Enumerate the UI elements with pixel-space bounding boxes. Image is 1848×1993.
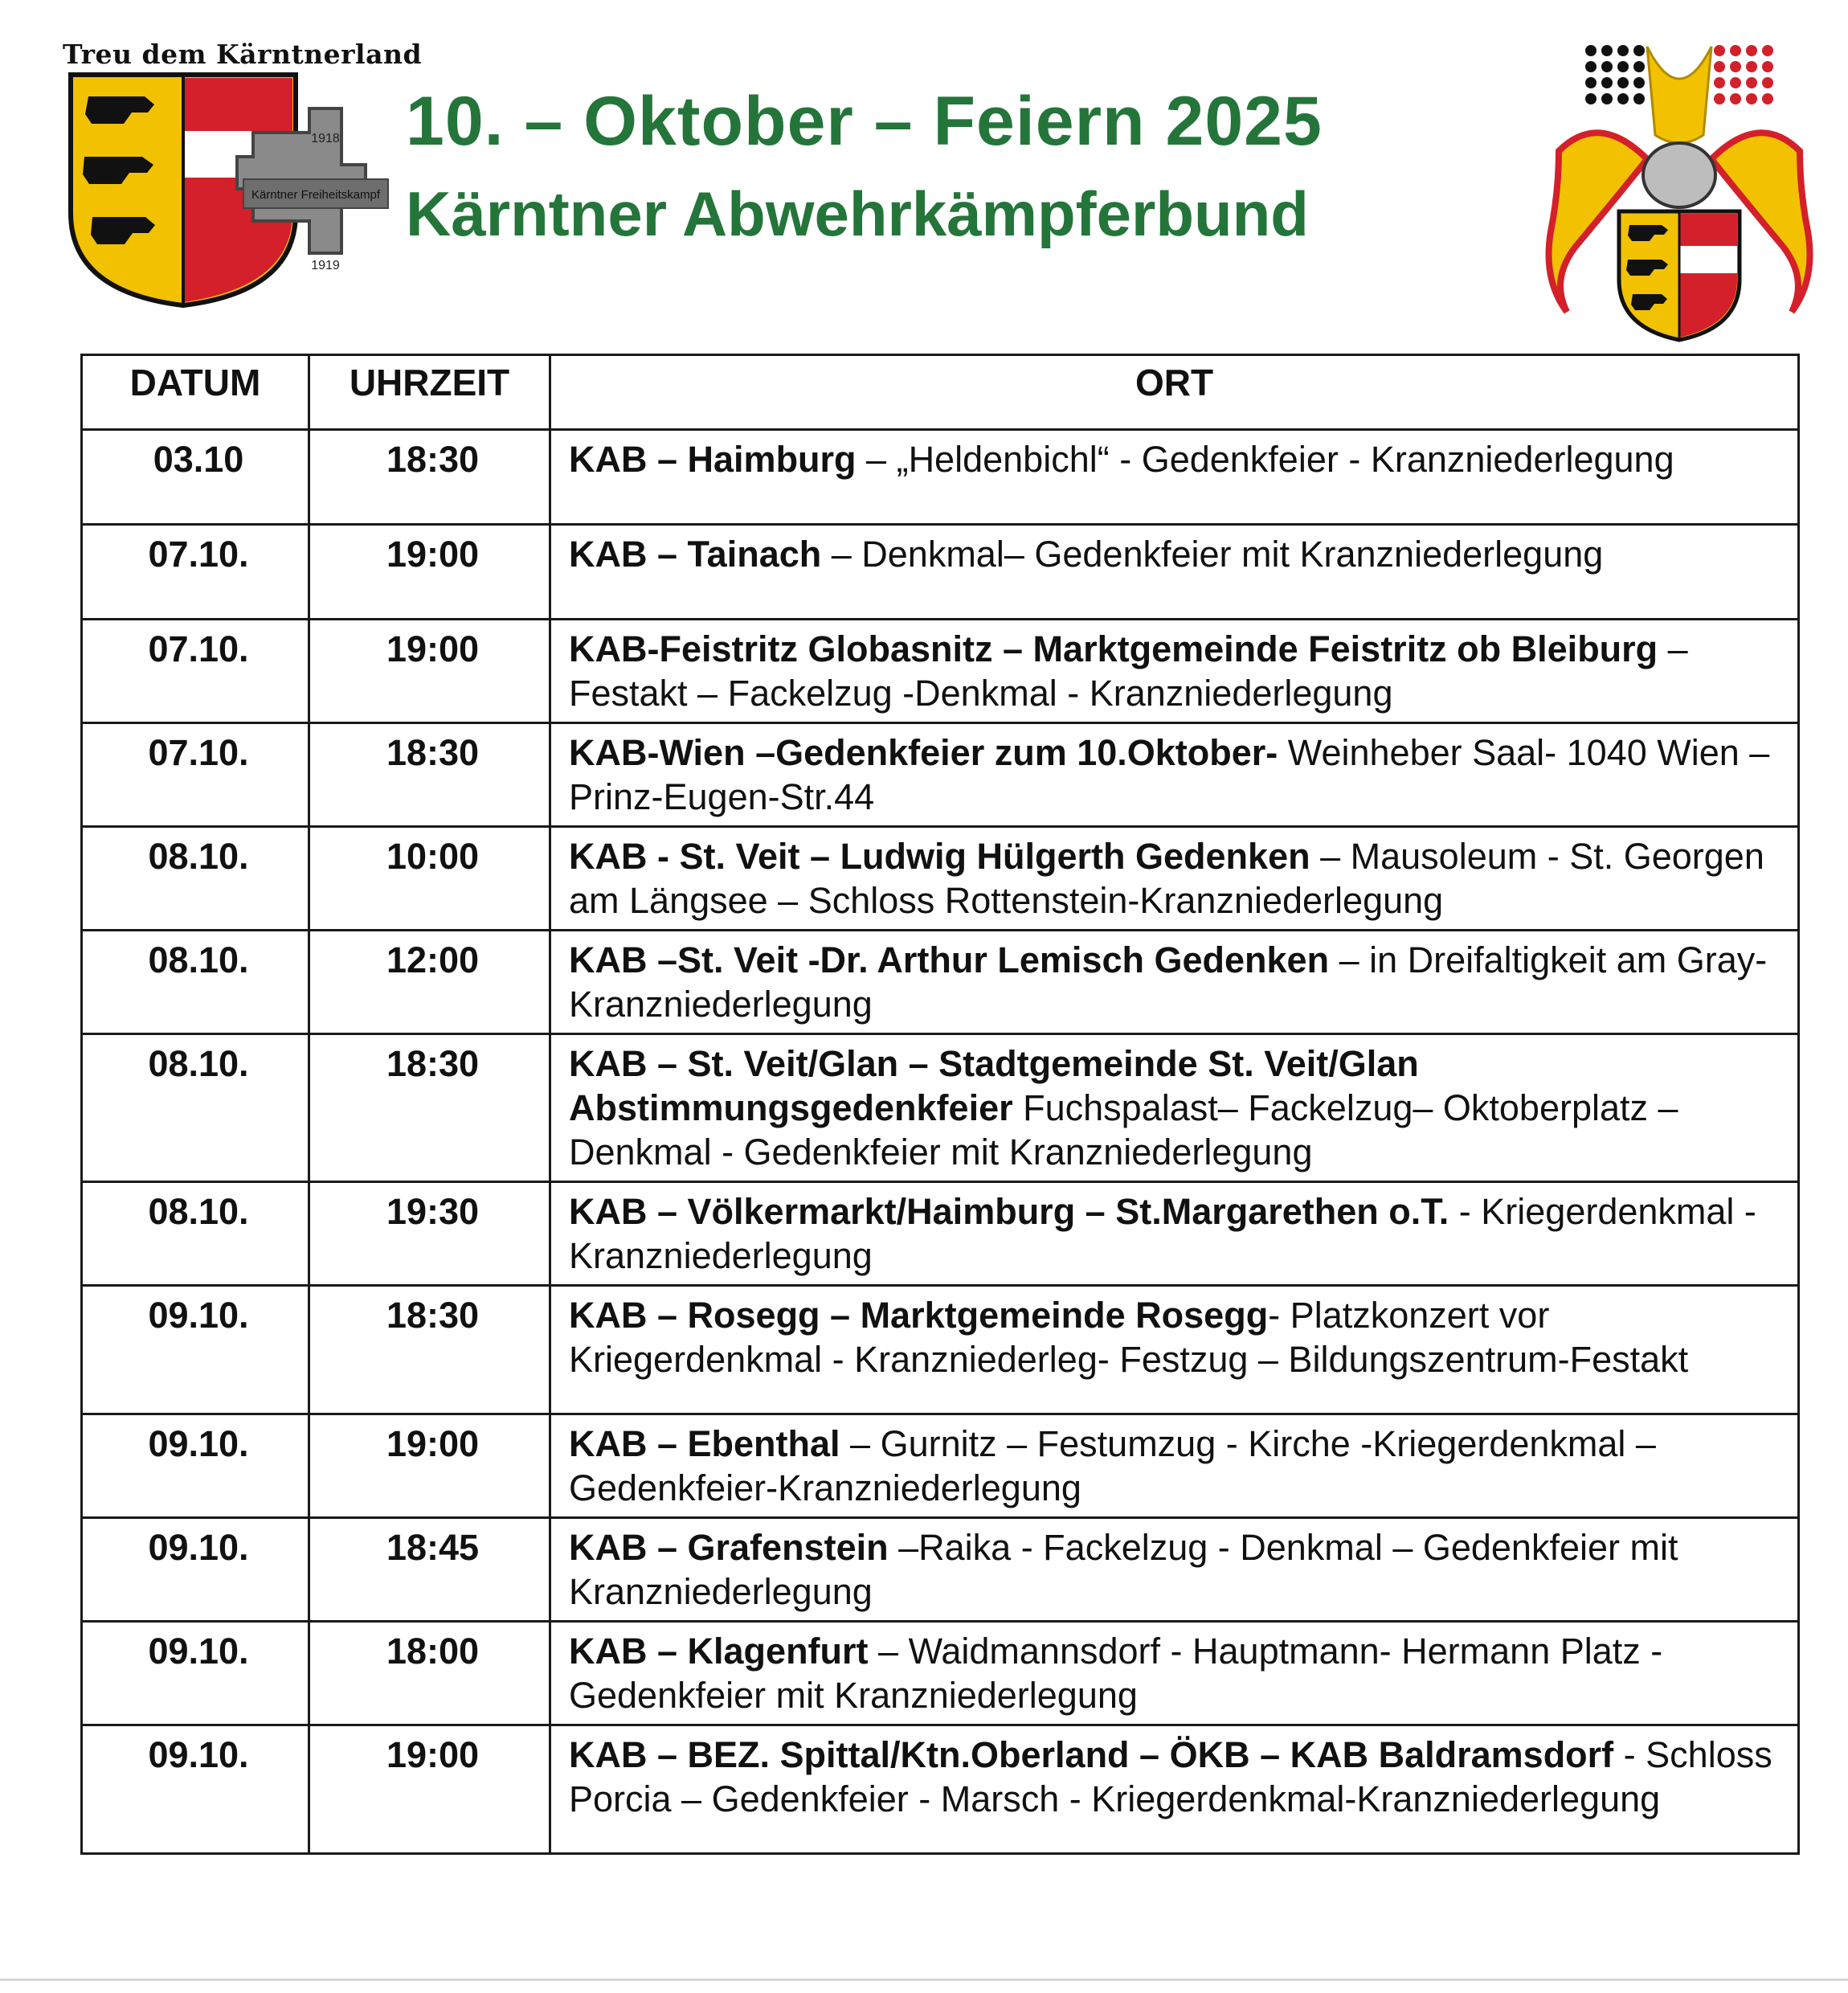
cell-time: 10:00 [309, 827, 550, 931]
place-detail: – Festakt – Fackelzug -Denkmal - Kranzniederlegung [569, 628, 1688, 714]
place-bold: KAB –St. Veit -Dr. Arthur Lemisch Gedenken [569, 939, 1330, 980]
place-detail: - Platzkonzert vor Kriegerdenkmal - Kranzniederleg- Festzug – Bildungszentrum-Festakt [569, 1295, 1689, 1380]
page-title [406, 76, 1531, 261]
place-detail: – Mausoleum - St. Georgen am Längsee – Schloss Rottenstein-Kranzniederlegung [569, 836, 1764, 921]
carinthia-coat-of-arms-logo [56, 36, 394, 309]
cell-place [550, 1182, 1799, 1286]
place-detail: – „Heldenbichl“ - Gedenkfeier - Kranzniederlegung [856, 439, 1674, 480]
title-line-2: Kärntner Abwehrkämpferbund [406, 178, 1309, 249]
medal-inscription: Kärntner Freiheitskampf [251, 188, 381, 202]
cell-place [550, 1034, 1799, 1182]
place-detail: – Waidmannsdorf - Hauptmann- Hermann Platz - Gedenkfeier mit Kranzniederlegung [569, 1631, 1663, 1716]
cell-time: 19:00 [309, 620, 550, 723]
header-place: ORT [550, 355, 1799, 430]
scan-edge-divider [0, 1979, 1848, 1981]
table-row [82, 430, 1799, 525]
medal-year-bottom: 1919 [311, 259, 340, 272]
cell-date: 08.10. [82, 931, 309, 1034]
place-bold: KAB – Grafenstein [569, 1527, 889, 1568]
cell-date: 03.10 [82, 430, 309, 525]
place-detail: - Kriegerdenkmal -Kranzniederlegung [569, 1191, 1756, 1276]
cell-time: 18:30 [309, 1286, 550, 1414]
place-bold: KAB-Feistritz Globasnitz – Marktgemeinde Feistritz ob Bleiburg [569, 628, 1658, 669]
cell-date: 07.10. [82, 620, 309, 723]
place-bold: KAB – BEZ. Spittal/Ktn.Oberland – ÖKB – KAB Baldramsdorf [569, 1734, 1614, 1775]
header-time: UHRZEIT [309, 355, 550, 430]
cell-place [550, 525, 1799, 620]
heraldic-crest-logo [1543, 39, 1816, 344]
cell-place [550, 723, 1799, 827]
cell-time: 19:00 [309, 525, 550, 620]
cell-place [550, 1622, 1799, 1725]
cell-place [550, 1518, 1799, 1622]
place-detail: – Denkmal– Gedenkfeier mit Kranzniederlegung [821, 534, 1604, 575]
table-row [82, 620, 1799, 723]
place-detail: Weinheber Saal- 1040 Wien – Prinz-Eugen-Str.44 [569, 732, 1770, 817]
place-detail: – in Dreifaltigkeit am Gray-Kranzniederlegung [569, 939, 1768, 1025]
motto-text: Treu dem Kärntnerland [63, 39, 423, 70]
place-bold: KAB – Tainach [569, 534, 822, 575]
place-detail: –Raika - Fackelzug - Denkmal – Gedenkfeier mit Kranzniederlegung [569, 1527, 1678, 1612]
cell-time: 18:30 [309, 430, 550, 525]
table-header-row [82, 355, 1799, 430]
cell-time: 19:00 [309, 1414, 550, 1518]
cell-time: 19:00 [309, 1725, 550, 1854]
place-bold: KAB – Haimburg [569, 439, 857, 480]
table-row [82, 1622, 1799, 1725]
cell-time: 18:30 [309, 1034, 550, 1182]
table-row [82, 827, 1799, 931]
cell-time: 19:30 [309, 1182, 550, 1286]
cell-date: 07.10. [82, 525, 309, 620]
cell-place [550, 1725, 1799, 1854]
table-row [82, 1518, 1799, 1622]
cell-date: 09.10. [82, 1725, 309, 1854]
place-bold: KAB-Wien –Gedenkfeier zum 10.Oktober- [569, 732, 1278, 773]
cell-date: 08.10. [82, 1034, 309, 1182]
cell-time: 18:00 [309, 1622, 550, 1725]
plume-dots-icon [1585, 45, 1773, 143]
header-date: DATUM [82, 355, 309, 430]
place-detail: - Schloss Porcia – Gedenkfeier - Marsch - Kriegerdenkmal-Kranzniederlegung [569, 1734, 1772, 1819]
table-row [82, 525, 1799, 620]
cell-date: 09.10. [82, 1622, 309, 1725]
place-detail: Fuchspalast– Fackelzug– Oktoberplatz – Denkmal - Gedenkfeier mit Kranzniederlegung [569, 1087, 1678, 1172]
cell-date: 09.10. [82, 1414, 309, 1518]
place-bold: KAB – St. Veit/Glan – Stadtgemeinde St. Veit/Glan Abstimmungsgedenkfeier [569, 1043, 1419, 1128]
cell-time: 18:45 [309, 1518, 550, 1622]
table-row [82, 1725, 1799, 1854]
cell-time: 12:00 [309, 931, 550, 1034]
place-bold: KAB – Völkermarkt/Haimburg – St.Margarethen o.T. [569, 1191, 1449, 1232]
place-bold: KAB – Klagenfurt [569, 1631, 869, 1672]
table-row [82, 723, 1799, 827]
cell-place [550, 1286, 1799, 1414]
shield-red-upper [183, 78, 292, 131]
cell-date: 08.10. [82, 1182, 309, 1286]
table-row [82, 1034, 1799, 1182]
cell-place [550, 931, 1799, 1034]
table-row [82, 1414, 1799, 1518]
medal-year-top: 1918 [311, 132, 340, 145]
helmet-icon [1643, 143, 1715, 207]
cell-place [550, 827, 1799, 931]
place-bold: KAB – Rosegg – Marktgemeinde Rosegg [569, 1295, 1269, 1336]
title-line-1: 10. – Oktober – Feiern 2025 [406, 83, 1323, 160]
place-bold: KAB – Ebenthal [569, 1423, 840, 1464]
cell-date: 09.10. [82, 1518, 309, 1622]
place-detail: – Gurnitz – Festumzug - Kirche -Kriegerdenkmal – Gedenkfeier-Kranzniederlegung [569, 1423, 1656, 1508]
place-bold: KAB - St. Veit – Ludwig Hülgerth Gedenken [569, 836, 1310, 877]
cell-date: 07.10. [82, 723, 309, 827]
schedule-table [80, 354, 1800, 1855]
cell-place [550, 620, 1799, 723]
cell-place [550, 430, 1799, 525]
cell-place [550, 1414, 1799, 1518]
table-row [82, 931, 1799, 1034]
table-row [82, 1286, 1799, 1414]
cell-date: 08.10. [82, 827, 309, 931]
cell-date: 09.10. [82, 1286, 309, 1414]
table-row [82, 1182, 1799, 1286]
cell-time: 18:30 [309, 723, 550, 827]
